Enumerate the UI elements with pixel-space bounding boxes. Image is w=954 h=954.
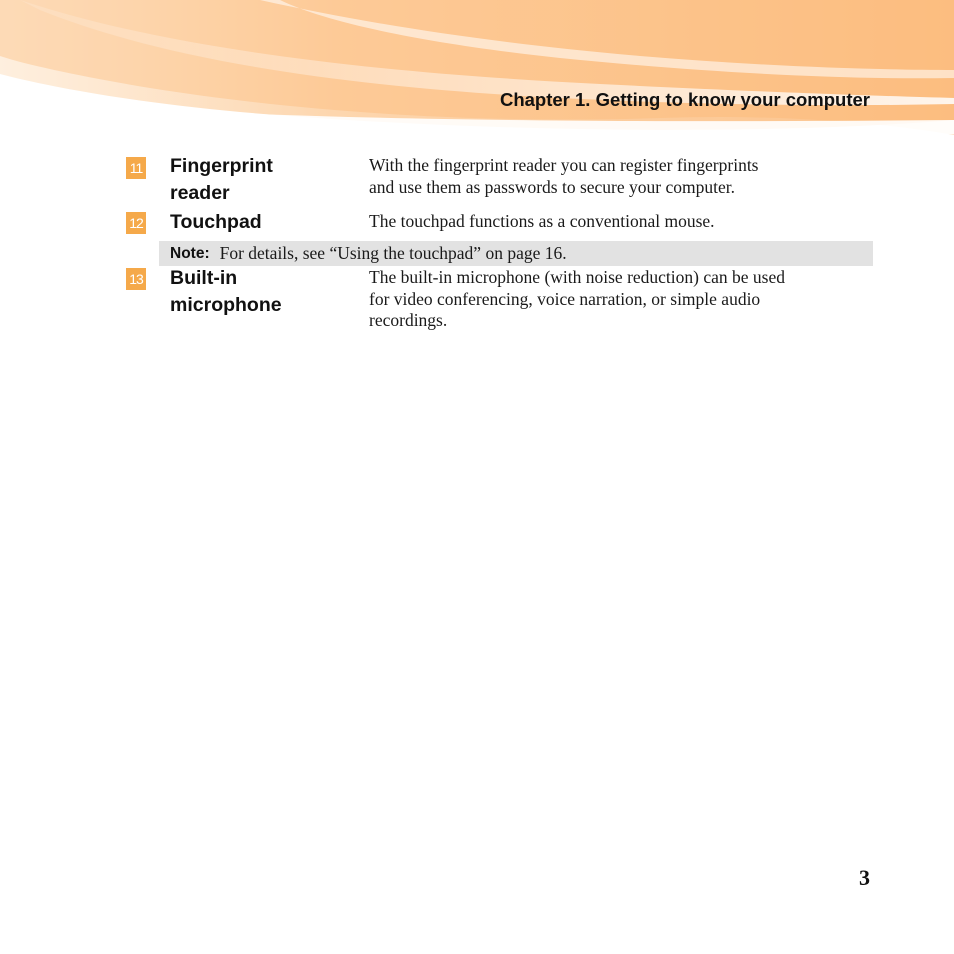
- chapter-title: Chapter 1. Getting to know your computer: [499, 89, 870, 110]
- item-number-badge: 11: [126, 157, 146, 179]
- item-description-line: The built-in microphone (with noise reduction) can be used: [369, 267, 785, 287]
- item-description-line: for video conferencing, voice narration, or simple audio: [369, 288, 761, 309]
- note-box: [159, 241, 873, 266]
- item-description-line: With the fingerprint reader you can register fingerprints: [369, 155, 759, 175]
- item-description: [369, 267, 864, 332]
- item-description-line: The touchpad functions as a conventional mouse.: [369, 211, 715, 231]
- item-term-line: Fingerprint: [170, 155, 273, 177]
- item-description-line: recordings.: [369, 310, 448, 330]
- item-term-line: Touchpad: [170, 211, 262, 233]
- item-term-line: reader: [170, 182, 230, 204]
- item-number-badge: 12: [126, 212, 146, 234]
- item-number-badge: 13: [126, 268, 146, 290]
- page-number: 3: [859, 865, 870, 890]
- item-description: [369, 211, 864, 233]
- note-text: For details, see “Using the touchpad” on page 16.: [219, 243, 567, 263]
- item-description-line: and use them as passwords to secure your computer.: [369, 176, 735, 197]
- item-description: [369, 155, 864, 198]
- item-term-line: Built-in: [170, 267, 238, 289]
- header-decoration: [0, 0, 954, 140]
- note-label: Note:: [170, 244, 210, 262]
- item-term: [170, 265, 355, 319]
- item-term-line: microphone: [170, 294, 282, 316]
- item-term: [170, 209, 355, 236]
- item-term: [170, 153, 355, 207]
